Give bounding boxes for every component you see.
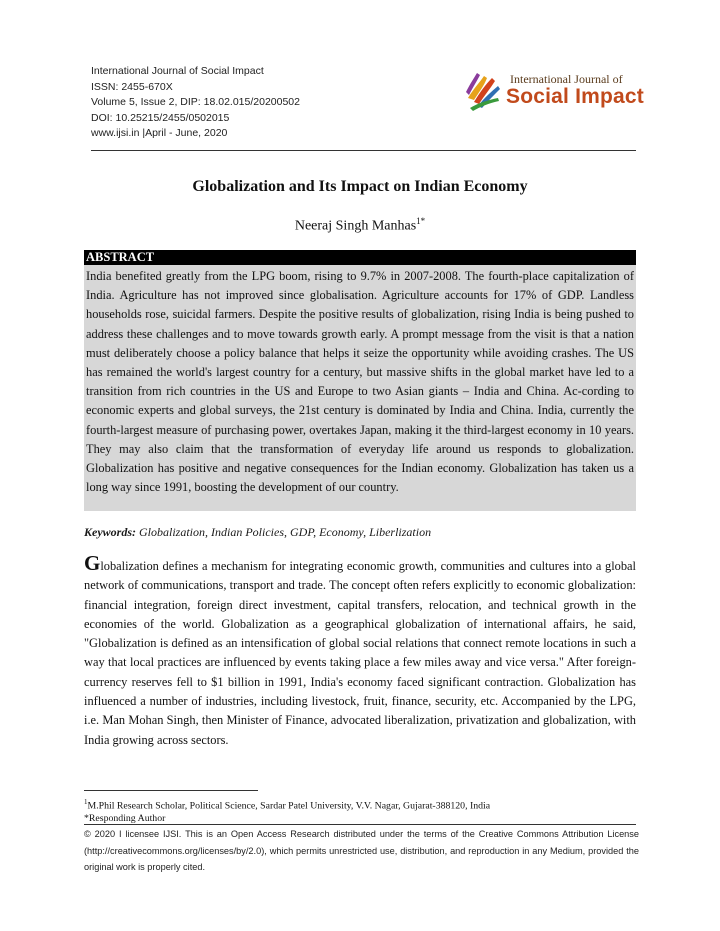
journal-name: International Journal of Social Impact	[91, 65, 264, 77]
license-divider	[84, 824, 636, 825]
journal-website: www.ijsi.in |April - June, 2020	[91, 127, 228, 140]
paper-author	[0, 216, 720, 235]
author-superscript: 1*	[416, 216, 426, 226]
journal-issn: ISSN: 2455-670X	[91, 80, 173, 93]
paper-title: Globalization and Its Impact on Indian Economy	[192, 178, 528, 195]
corresponding-author-note: *Responding Author	[84, 812, 166, 824]
keywords	[84, 525, 636, 540]
logo-small-text: International Journal of	[510, 72, 623, 86]
logo-big-text: Social Impact	[506, 85, 644, 108]
intro-text: lobalization defines a mechanism for integrating economic growth, communities and cultures into a global network of communications, transport and trade. The concept often refers explicitly to economic globalization: financial integration, foreign direct investment, capital transfers, relocation, and technical growth in the economies of the world. Globalization as a geographical globalization of international affairs, he said, "Globalization is defined as an intensification of global social relations that connect remote locations in such a way that local practices are influenced by events taking place a few miles away and vice versa." After foreign-currency reserves fell to $1 billion in 1991, India's economy faced significant contraction. Globalization has influenced a number of industries, including livestock, fruit, finance, security, etc. Accompanied by the LPG, i.e. Man Mohan Singh, then Minister of Finance, advocated liberalization, privatization and globalization, with India growing across sectors.	[84, 559, 636, 747]
affiliation-superscript: 1	[84, 798, 88, 806]
journal-header	[91, 64, 644, 146]
footnotes	[84, 796, 644, 825]
journal-volume: Volume 5, Issue 2, DIP: 18.02.015/20200502	[91, 96, 300, 109]
keywords-list: Globalization, Indian Policies, GDP, Economy, Liberlization	[139, 525, 432, 539]
dropcap-letter: G	[84, 551, 101, 575]
hands-logo-icon	[464, 70, 512, 114]
keywords-label: Keywords:	[84, 525, 136, 539]
affiliation-text: M.Phil Research Scholar, Political Science, Sardar Patel University, V.V. Nagar, Gujarat-388120, India	[87, 800, 491, 812]
footnote-divider	[84, 790, 258, 791]
journal-logo	[464, 70, 644, 114]
author-name: Neeraj Singh Manhas	[294, 218, 417, 234]
intro-paragraph	[84, 551, 636, 750]
affiliation-footnote	[84, 796, 644, 813]
journal-meta	[91, 64, 300, 142]
license-text: © 2020 I licensee IJSI. This is an Open Access Research distributed under the terms of the Creative Commons Attribution License (http://creativecommons.org/licenses/by/2.0), which permits unrestricted use, distribution, and reproduction in any Medium, provided the original work is properly cited.	[84, 829, 639, 872]
abstract-heading: ABSTRACT	[84, 250, 636, 265]
header-divider	[91, 150, 636, 151]
abstract-text: India benefited greatly from the LPG boom, rising to 9.7% in 2007-2008. The fourth-place capitalization of India. Agriculture has not improved since globalisation. Agriculture accounts for 17% of GDP. Landless households rose, suicidal farmers. Despite the positive results of globalization, rising India is being pushed to address these challenges and to move towards growth early. A prompt message from the visit is that a nation must deliberately choose a policy balance that helps it seize the opportunity while avoiding crashes. The US has remained the world's largest country for a century, but massive shifts in the global market have led to a transition from rich countries in the US and Europe to two Asian giants – India and China. Ac-cording to economic experts and global surveys, the 21st century is dominated by India and China. India, currently the fourth-largest measure of purchasing power, overtakes Japan, making it the third-largest economy in 10 years. They may also claim that the transformation of everyday life around us responds to globalization. Globalization has positive and negative consequences for the Indian economy. Globalization has taken us a long way since 1991, boosting the development of our country.	[84, 265, 636, 511]
journal-doi: DOI: 10.25215/2455/0502015	[91, 111, 230, 124]
